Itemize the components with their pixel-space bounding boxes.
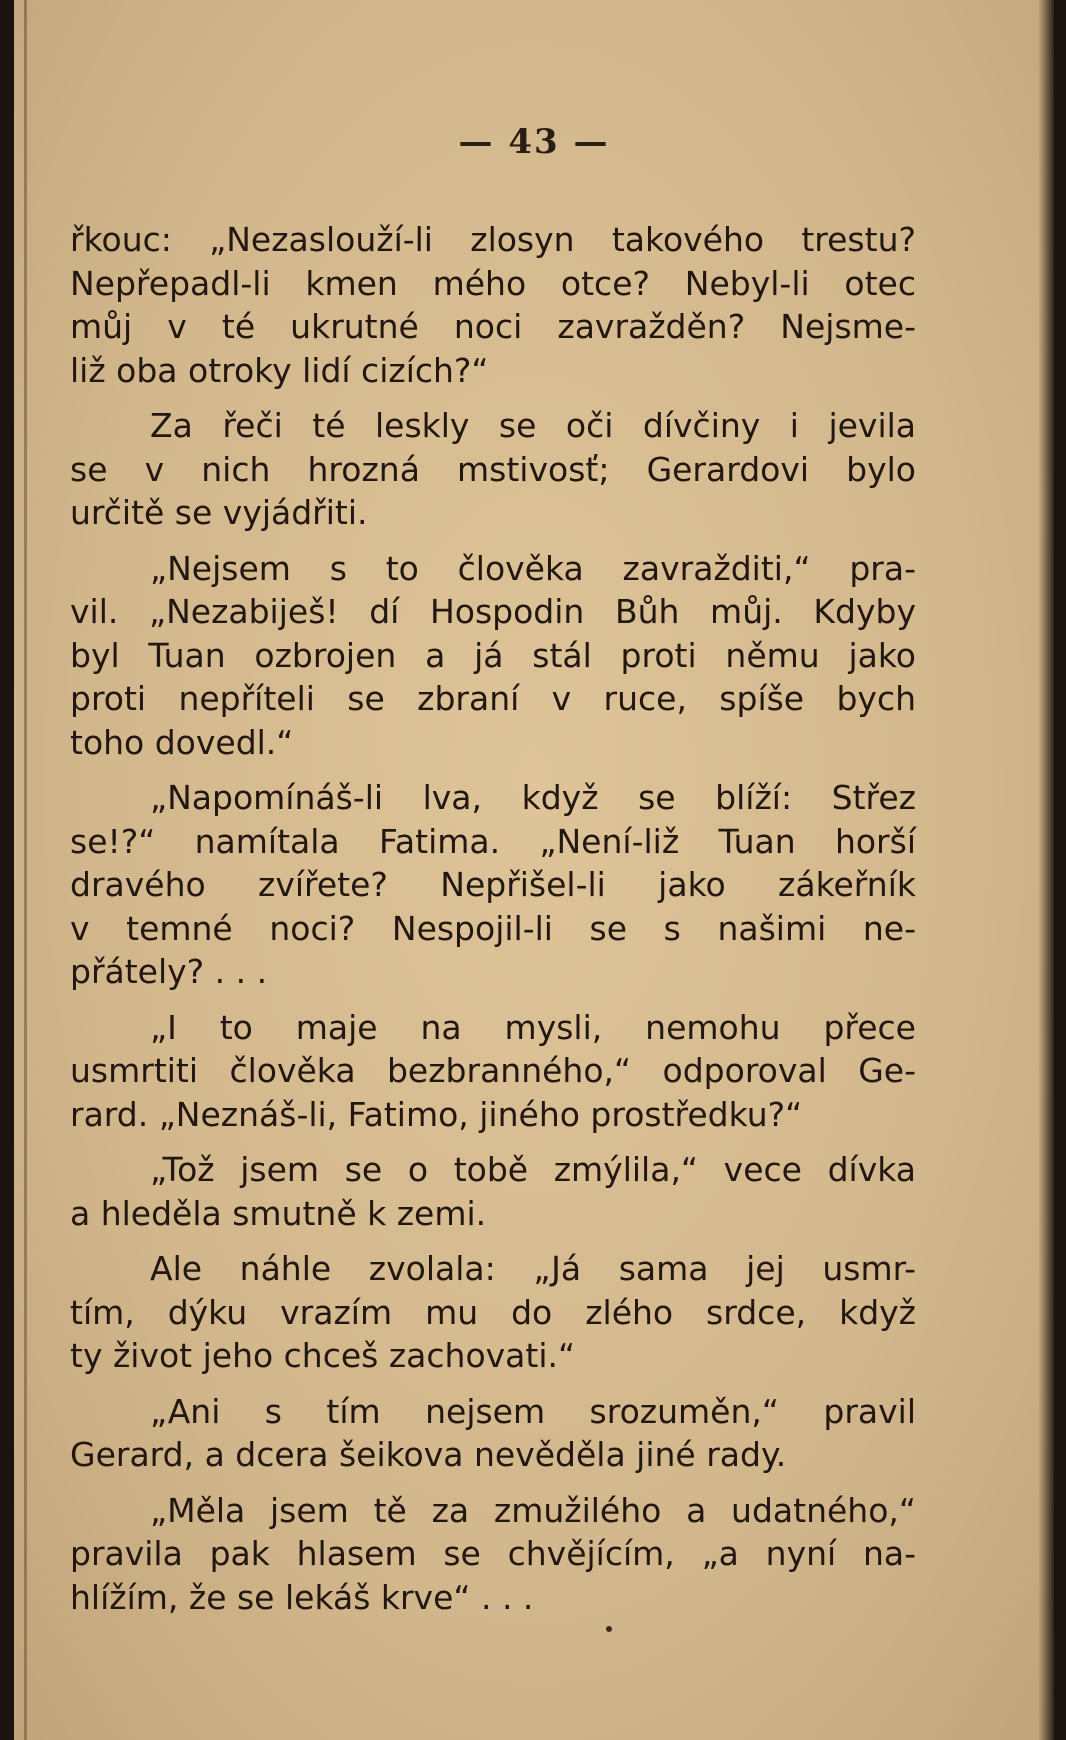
text-line: a hleděla smutně k zemi. [70,1193,487,1233]
text-line: proti nepříteli se zbraní v ruce, spíše bych [70,679,916,718]
text-line: „I to maje na mysli, nemohu přece [150,1007,916,1047]
text-line: usmrtiti člověka bezbranného,“ odporoval Ge- [70,1051,916,1090]
text-line: tím, dýku vrazím mu do zlého srdce, když [70,1292,916,1332]
text-line: ty život jeho chceš zachovati.“ [70,1336,576,1375]
text-line: liž oba otroky lidí cizích?“ [70,350,489,390]
body-text [70,218,916,1631]
page-right-shadow [1038,0,1054,1740]
book-page [14,0,1054,1740]
text-line: byl Tuan ozbrojen a já stál proti němu jako [70,635,916,675]
page-number: — 43 — [458,122,610,162]
text-line: můj v té ukrutné noci zavražděn? Nejsme- [70,307,916,346]
text-line: „Napomínáš-li lva, když se blíží: Střez [150,778,916,817]
text-line: dravého zvířete? Nepřišel-li jako zákeřník [70,865,916,904]
paragraph [70,1006,916,1137]
text-line: pravila pak hlasem se chvějícím, „a nyní na- [70,1534,916,1573]
paragraph [70,776,916,994]
text-line: Za řeči té leskly se oči dívčiny i jevila [150,406,916,445]
text-line: „Nejsem s to člověka zavražditi,“ pra- [150,548,916,588]
text-line: v temné noci? Nespojil-li se s našimi ne- [70,908,916,948]
paragraph [70,1247,916,1378]
text-line: Ale náhle zvolala: „Já sama jej usmr- [150,1249,916,1288]
text-line: se v nich hrozná mstivosť; Gerardovi bylo [70,449,916,489]
page-spine-edge [24,0,27,1740]
text-line: rard. „Neznáš-li, Fatimo, jiného prostředku?“ [70,1094,803,1134]
paragraph [70,547,916,765]
paragraph [70,404,916,535]
ink-dot [606,1626,612,1632]
text-line: „Tož jsem se o tobě zmýlila,“ vece dívka [150,1150,916,1189]
text-line: Nepřepadl-li kmen mého otce? Nebyl-li otec [70,263,916,303]
text-line: toho dovedl.“ [70,722,294,762]
paragraph [70,218,916,392]
text-line: vil. „Nezabiješ! dí Hospodin Bůh můj. Kdyby [70,592,916,631]
paragraph [70,1148,916,1235]
text-line: přátely? . . . [70,952,268,991]
text-line: hlížím, že se lekáš krve“ . . . [70,1577,534,1617]
text-line: určitě se vyjádřiti. [70,493,368,532]
text-line: „Ani s tím nejsem srozuměn,“ pravil [150,1391,916,1431]
text-line: řkouc: „Nezaslouží-li zlosyn takového trestu? [70,220,916,259]
paragraph [70,1489,916,1620]
text-line: „Měla jsem tě za zmužilého a udatného,“ [150,1490,916,1530]
text-line: se!?“ namítala Fatima. „Není-liž Tuan horší [70,821,916,861]
paragraph [70,1390,916,1477]
text-line: Gerard, a dcera šeikova nevěděla jiné rady. [70,1435,787,1474]
